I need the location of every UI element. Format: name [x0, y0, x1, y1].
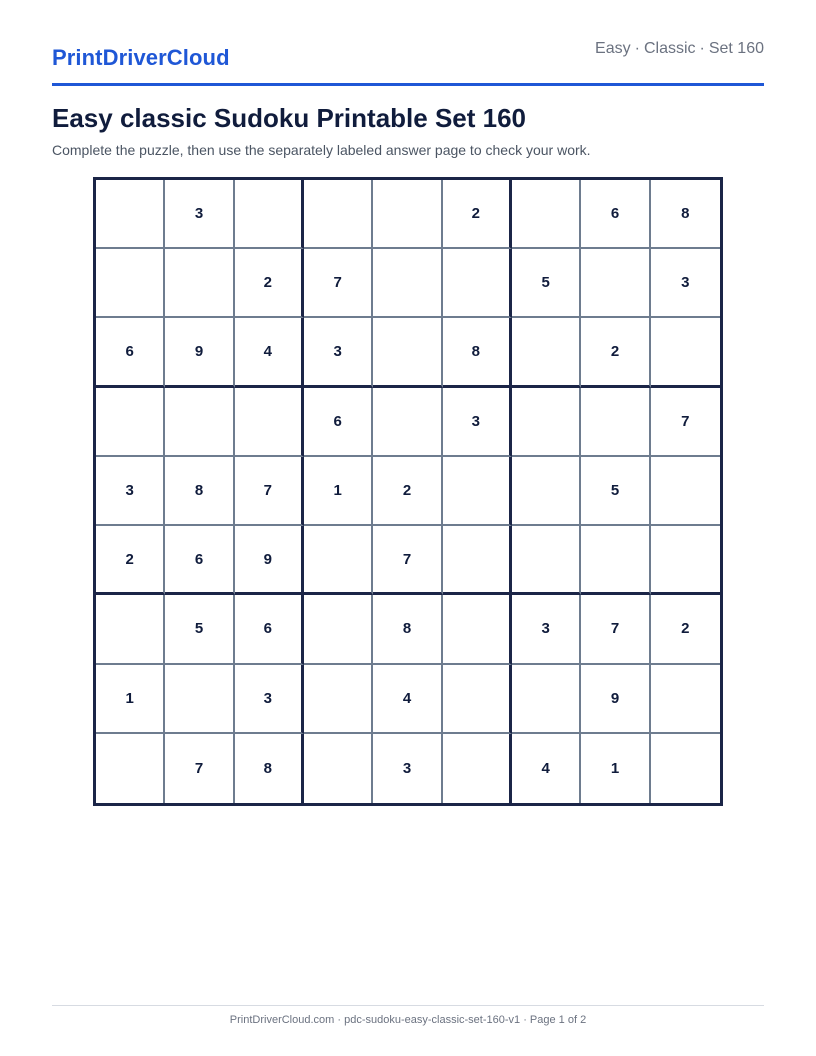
sudoku-given-cell: 7 — [651, 388, 720, 457]
sudoku-empty-cell[interactable] — [443, 457, 512, 526]
sudoku-given-cell: 9 — [581, 665, 650, 734]
sudoku-given-cell: 7 — [581, 595, 650, 664]
sudoku-empty-cell[interactable] — [373, 180, 442, 249]
sudoku-given-cell: 4 — [512, 734, 581, 803]
sudoku-grid — [93, 177, 723, 806]
sudoku-empty-cell[interactable] — [512, 665, 581, 734]
sudoku-empty-cell[interactable] — [581, 526, 650, 595]
sudoku-given-cell: 6 — [165, 526, 234, 595]
sudoku-empty-cell[interactable] — [304, 526, 373, 595]
sudoku-empty-cell[interactable] — [443, 249, 512, 318]
sudoku-empty-cell[interactable] — [235, 180, 304, 249]
breadcrumb-separator: · — [634, 40, 640, 57]
sudoku-empty-cell[interactable] — [651, 457, 720, 526]
sudoku-given-cell: 3 — [443, 388, 512, 457]
sudoku-given-cell: 1 — [304, 457, 373, 526]
sudoku-given-cell: 2 — [443, 180, 512, 249]
sudoku-empty-cell[interactable] — [165, 388, 234, 457]
sudoku-given-cell: 7 — [304, 249, 373, 318]
sudoku-given-cell: 2 — [373, 457, 442, 526]
sudoku-empty-cell[interactable] — [373, 249, 442, 318]
sudoku-empty-cell[interactable] — [651, 526, 720, 595]
sudoku-given-cell: 4 — [373, 665, 442, 734]
sudoku-empty-cell[interactable] — [304, 665, 373, 734]
sudoku-empty-cell[interactable] — [373, 318, 442, 387]
sudoku-given-cell: 6 — [581, 180, 650, 249]
sudoku-given-cell: 5 — [581, 457, 650, 526]
sudoku-empty-cell[interactable] — [512, 318, 581, 387]
breadcrumb-difficulty[interactable]: Easy — [595, 40, 631, 57]
sudoku-empty-cell[interactable] — [581, 388, 650, 457]
sudoku-given-cell: 3 — [304, 318, 373, 387]
sudoku-given-cell: 8 — [373, 595, 442, 664]
sudoku-given-cell: 8 — [165, 457, 234, 526]
sudoku-given-cell: 8 — [651, 180, 720, 249]
sudoku-given-cell: 6 — [96, 318, 165, 387]
sudoku-empty-cell[interactable] — [96, 595, 165, 664]
sudoku-empty-cell[interactable] — [304, 595, 373, 664]
sudoku-given-cell: 2 — [96, 526, 165, 595]
breadcrumb-separator: · — [699, 40, 705, 57]
sudoku-given-cell: 7 — [235, 457, 304, 526]
header-divider — [52, 83, 764, 86]
sudoku-given-cell: 2 — [235, 249, 304, 318]
sudoku-empty-cell[interactable] — [443, 665, 512, 734]
breadcrumb-style[interactable]: Classic — [643, 40, 696, 57]
sudoku-given-cell: 3 — [165, 180, 234, 249]
page-footer: PrintDriverCloud.com · pdc-sudoku-easy-classic-set-160-v1 · Page 1 of 2 — [229, 1014, 587, 1026]
sudoku-empty-cell[interactable] — [96, 249, 165, 318]
footer-divider — [52, 1005, 764, 1006]
sudoku-empty-cell[interactable] — [512, 388, 581, 457]
sudoku-empty-cell[interactable] — [443, 734, 512, 803]
sudoku-given-cell: 7 — [165, 734, 234, 803]
sudoku-given-cell: 3 — [96, 457, 165, 526]
sudoku-given-cell: 1 — [96, 665, 165, 734]
sudoku-empty-cell[interactable] — [165, 665, 234, 734]
sudoku-empty-cell[interactable] — [96, 180, 165, 249]
sudoku-given-cell: 3 — [235, 665, 304, 734]
sudoku-empty-cell[interactable] — [651, 734, 720, 803]
sudoku-empty-cell[interactable] — [96, 734, 165, 803]
sudoku-given-cell: 6 — [235, 595, 304, 664]
sudoku-empty-cell[interactable] — [304, 180, 373, 249]
sudoku-given-cell: 9 — [165, 318, 234, 387]
sudoku-given-cell: 1 — [581, 734, 650, 803]
sudoku-given-cell: 5 — [512, 249, 581, 318]
sudoku-given-cell: 2 — [581, 318, 650, 387]
sudoku-empty-cell[interactable] — [512, 180, 581, 249]
page-instructions: Complete the puzzle, then use the separately labeled answer page to check your work. — [52, 142, 591, 158]
sudoku-given-cell: 3 — [651, 249, 720, 318]
sudoku-given-cell: 9 — [235, 526, 304, 595]
brand-logo[interactable]: PrintDriverCloud — [52, 45, 230, 70]
sudoku-empty-cell[interactable] — [165, 249, 234, 318]
sudoku-given-cell: 4 — [235, 318, 304, 387]
page-header — [52, 40, 764, 86]
sudoku-empty-cell[interactable] — [651, 318, 720, 387]
breadcrumb-set[interactable]: Set 160 — [708, 40, 764, 57]
sudoku-empty-cell[interactable] — [512, 457, 581, 526]
sudoku-empty-cell[interactable] — [651, 665, 720, 734]
sudoku-empty-cell[interactable] — [235, 388, 304, 457]
sudoku-empty-cell[interactable] — [304, 734, 373, 803]
sudoku-given-cell: 2 — [651, 595, 720, 664]
sudoku-empty-cell[interactable] — [443, 526, 512, 595]
sudoku-given-cell: 5 — [165, 595, 234, 664]
page-title: Easy classic Sudoku Printable Set 160 — [52, 103, 527, 133]
sudoku-given-cell: 7 — [373, 526, 442, 595]
sudoku-given-cell: 8 — [235, 734, 304, 803]
sudoku-empty-cell[interactable] — [581, 249, 650, 318]
sudoku-given-cell: 3 — [512, 595, 581, 664]
sudoku-empty-cell[interactable] — [373, 388, 442, 457]
sudoku-given-cell: 8 — [443, 318, 512, 387]
sudoku-empty-cell[interactable] — [512, 526, 581, 595]
sudoku-empty-cell[interactable] — [443, 595, 512, 664]
sudoku-empty-cell[interactable] — [96, 388, 165, 457]
breadcrumb — [595, 40, 764, 58]
sudoku-given-cell: 3 — [373, 734, 442, 803]
sudoku-given-cell: 6 — [304, 388, 373, 457]
